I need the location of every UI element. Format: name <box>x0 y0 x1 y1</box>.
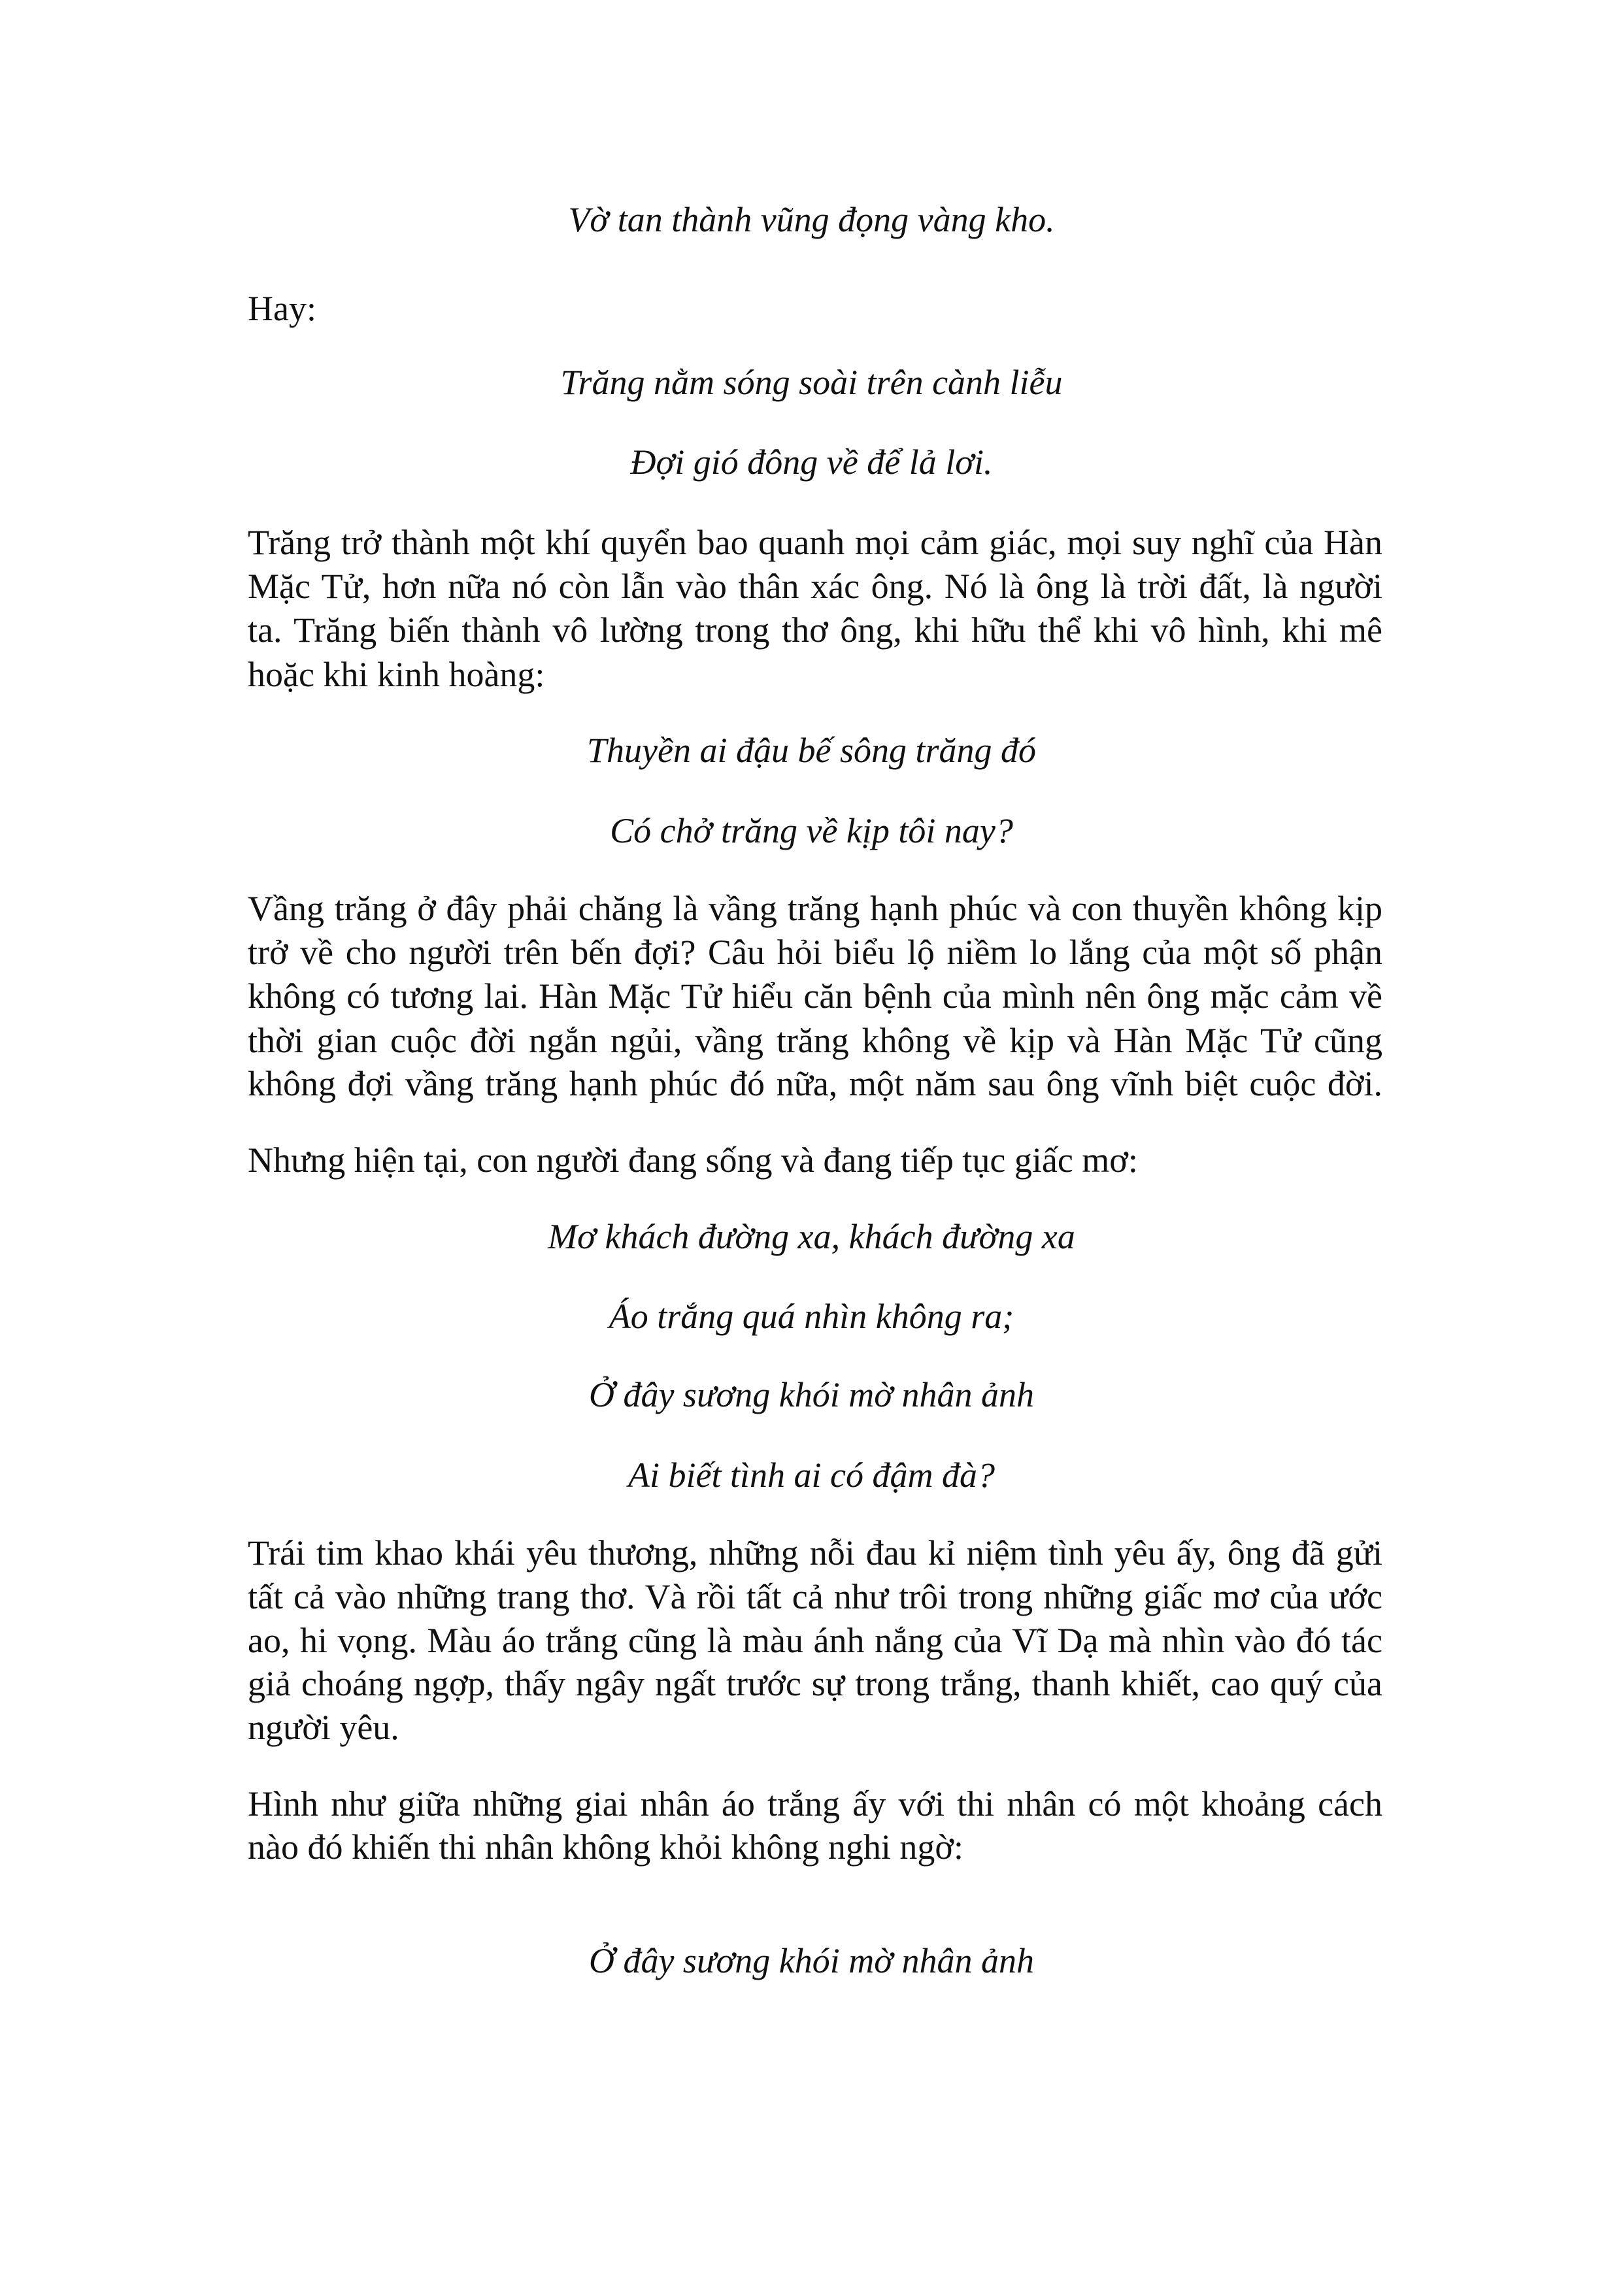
paragraph-line: ao, hi vọng. Màu áo trắng cũng là màu ánh nắng của Vĩ Dạ mà nhìn vào đó tác <box>248 1621 1382 1660</box>
paragraph-line: trở về cho người trên bến đợi? Câu hỏi biểu lộ niềm lo lắng của một số phận <box>248 933 1382 972</box>
paragraph-line: không có tương lai. Hàn Mặc Tử hiểu căn bệnh của mình nên ông mặc cảm về <box>248 976 1382 1016</box>
paragraph-line: Trăng trở thành một khí quyển bao quanh mọi cảm giác, mọi suy nghĩ của Hàn <box>248 523 1382 562</box>
paragraph-line: Trái tim khao khái yêu thương, những nỗi đau kỉ niệm tình yêu ấy, ông đã gửi <box>248 1533 1382 1572</box>
paragraph-line: nào đó khiến thi nhân không khỏi không nghi ngờ: <box>248 1827 963 1867</box>
paragraph-line: hoặc khi kinh hoàng: <box>248 655 545 694</box>
paragraph-line: Hay: <box>248 289 316 328</box>
paragraph-line: người yêu. <box>248 1708 399 1747</box>
poem-line: Ai biết tình ai có đậm đà? <box>628 1456 995 1495</box>
poem-line: Thuyền ai đậu bế sông trăng đó <box>587 731 1036 770</box>
poem-line: Ở đây sương khói mờ nhân ảnh <box>588 1941 1035 1980</box>
paragraph-line: Mặc Tử, hơn nữa nó còn lẫn vào thân xác ông. Nó là ông là trời đất, là người <box>248 567 1382 606</box>
paragraph-line: tất cả vào những trang thơ. Và rồi tất cả như trôi trong những giấc mơ của ước <box>248 1577 1382 1616</box>
paragraph-line: thời gian cuộc đời ngắn ngủi, vầng trăng không về kịp và Hàn Mặc Tử cũng <box>248 1021 1382 1060</box>
paragraph-line: Hình như giữa những giai nhân áo trắng ấy với thi nhân có một khoảng cách <box>248 1784 1382 1823</box>
paragraph-line: giả choáng ngợp, thấy ngây ngất trước sự trong trắng, thanh khiết, cao quý của <box>248 1664 1382 1703</box>
paragraph-line: Vầng trăng ở đây phải chăng là vầng trăng hạnh phúc và con thuyền không kịp <box>248 889 1382 928</box>
poem-line: Ở đây sương khói mờ nhân ảnh <box>588 1375 1035 1414</box>
poem-line: Có chở trăng về kịp tôi nay? <box>610 811 1013 850</box>
paragraph-line: Nhưng hiện tại, con người đang sống và đang tiếp tục giấc mơ: <box>248 1140 1138 1180</box>
poem-line: Áo trắng quá nhìn không ra; <box>609 1297 1014 1336</box>
poem-line: Mơ khách đường xa, khách đường xa <box>548 1217 1075 1256</box>
poem-line: Đợi gió đông về để lả lơi. <box>630 442 993 482</box>
poem-line: Vờ tan thành vũng đọng vàng kho. <box>568 200 1055 239</box>
paragraph-line: ta. Trăng biến thành vô lường trong thơ ông, khi hữu thể khi vô hình, khi mê <box>248 610 1382 650</box>
paragraph-line: không đợi vầng trăng hạnh phúc đó nữa, một năm sau ông vĩnh biệt cuộc đời. <box>248 1064 1382 1103</box>
poem-line: Trăng nằm sóng soài trên cành liễu <box>560 363 1063 402</box>
